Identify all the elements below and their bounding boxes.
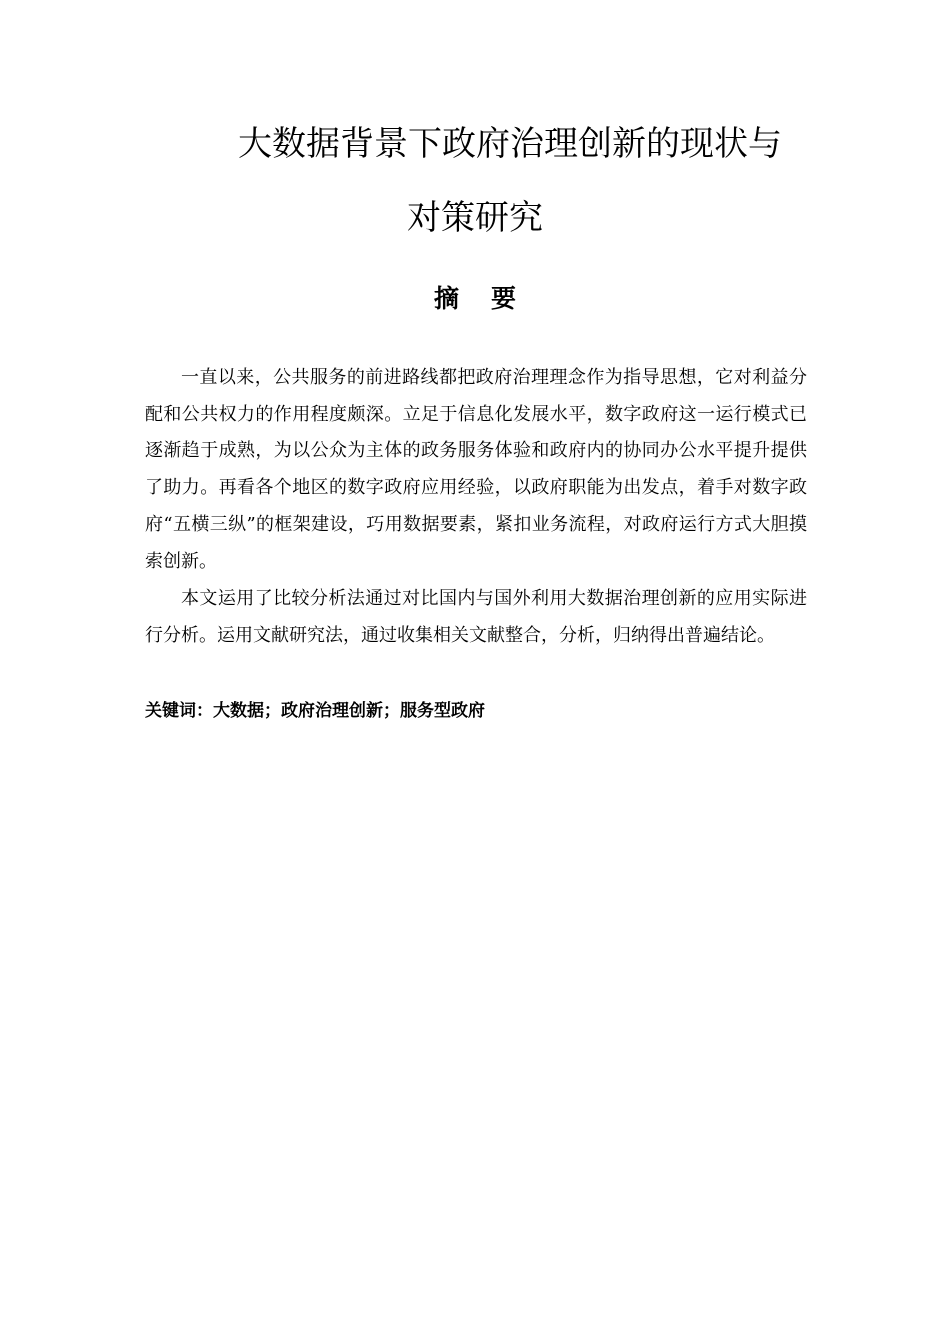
document-title-line-2: 对策研究 bbox=[407, 198, 543, 238]
document-title-line-1: 大数据背景下政府治理创新的现状与 bbox=[238, 124, 782, 164]
abstract-heading: 摘要 bbox=[433, 284, 548, 313]
abstract-paragraph-2: 本文运用了比较分析法通过对比国内与国外利用大数据治理创新的应用实际进行分析。运用文献研究法，通过收集相关文献整合，分析，归纳得出普遍结论。 bbox=[145, 588, 807, 646]
abstract-paragraph-1: 一直以来，公共服务的前进路线都把政府治理理念作为指导思想，它对利益分配和公共权力的作用程度颇深。立足于信息化发展水平，数字政府这一运行模式已逐渐趋于成熟，为以公众为主体的政务服务体验和政府内的协同办公水平提升提供了助力。再看各个地区的数字政府应用经验，以政府职能为出发点，着手对数字政府“五横三纵”的框架建设，巧用数据要素，紧扣业务流程，对政府运行方式大胆摸索创新。 bbox=[145, 367, 807, 572]
keywords-line: 关键词：大数据；政府治理创新；服务型政府 bbox=[145, 701, 485, 721]
